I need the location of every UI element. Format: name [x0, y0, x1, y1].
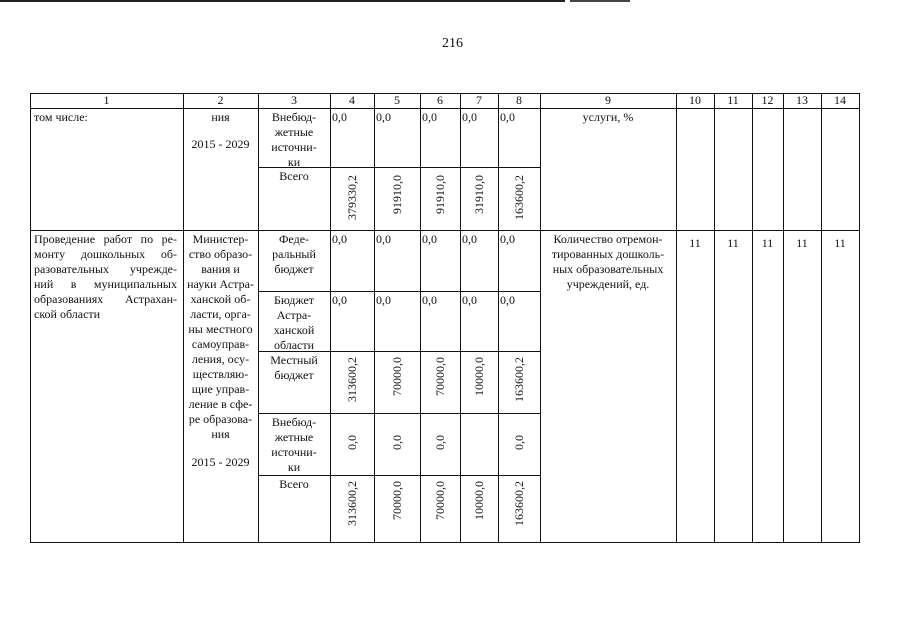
funding-value: 70000,0 [390, 357, 404, 396]
funding-value: 0,0 [512, 435, 526, 450]
funding-source-label: Внебюд- жетные источни- ки [271, 110, 317, 169]
column-header-9: 9 [605, 93, 611, 107]
funding-value: 0,0 [376, 232, 391, 246]
funding-value: 31910,0 [472, 175, 486, 214]
funding-source-label: Бюджет Астра- ханской области [273, 293, 315, 352]
column-rule [498, 93, 499, 542]
table-right-border [859, 93, 860, 542]
top-scan-rule-segment [570, 0, 630, 2]
funding-value: 0,0 [390, 435, 404, 450]
funding-value: 91910,0 [433, 175, 447, 214]
funding-value: 0,0 [500, 232, 515, 246]
table-bottom-border [30, 542, 860, 543]
funding-source-label: Местный бюджет [270, 353, 318, 382]
funding-value: 0,0 [332, 293, 347, 307]
funding-value: 91910,0 [390, 175, 404, 214]
funding-value: 163600,2 [512, 175, 526, 220]
funding-source-label: Всего [279, 477, 309, 491]
funding-source-label: Всего [279, 169, 309, 183]
column-rule [374, 93, 375, 542]
column-rule [330, 93, 331, 542]
funding-value: 70000,0 [433, 481, 447, 520]
column-rule [714, 93, 715, 542]
funding-value: 163600,2 [512, 357, 526, 402]
period-text: 2015 - 2029 [191, 137, 250, 151]
column-header-13: 13 [796, 93, 808, 107]
column-rule [460, 93, 461, 542]
funding-value: 10000,0 [472, 357, 486, 396]
funding-value: 0,0 [500, 110, 515, 124]
column-rule [821, 93, 822, 542]
funding-value: 0,0 [376, 110, 391, 124]
indicator-value: 11 [796, 236, 808, 250]
column-header-14: 14 [834, 93, 846, 107]
funding-value: 0,0 [332, 232, 347, 246]
funding-value: 70000,0 [433, 357, 447, 396]
header-bottom-border [30, 108, 860, 109]
funding-value: 70000,0 [390, 481, 404, 520]
indicator-value: 11 [727, 236, 739, 250]
column-header-3: 3 [291, 93, 297, 107]
indicator-value: 11 [761, 236, 774, 250]
funding-value: 10000,0 [472, 481, 486, 520]
table-left-border [30, 93, 31, 542]
funding-source-label: Внебюд- жетные источни- ки [271, 415, 317, 474]
funding-value: 0,0 [422, 232, 437, 246]
column-header-4: 4 [349, 93, 355, 107]
row-label-continuation: том числе: [34, 110, 88, 124]
indicator-value: 11 [834, 236, 846, 250]
column-rule [783, 93, 784, 542]
indicator-value: 11 [689, 236, 701, 250]
column-header-12: 12 [761, 93, 774, 107]
funding-value: 0,0 [462, 293, 477, 307]
funding-value: 0,0 [376, 293, 391, 307]
column-header-11: 11 [727, 93, 739, 107]
period-text: 2015 - 2029 [191, 455, 250, 469]
executor-name: Министер- ство образо- вания и науки Астра- ханской об- ласти, орга- ны местного самоуправ- ления, осу- ществляю- щие управ- ление в сфе- ре образова- ния [187, 232, 254, 441]
column-header-5: 5 [394, 93, 400, 107]
column-rule [540, 93, 541, 542]
funding-value: 0,0 [345, 435, 359, 450]
funding-value: 313600,2 [345, 481, 359, 526]
funding-source-label: Феде- ральный бюджет [272, 232, 316, 276]
funding-value: 379330,2 [345, 175, 359, 220]
column-header-8: 8 [516, 93, 522, 107]
funding-value: 0,0 [462, 110, 477, 124]
top-scan-rule [0, 0, 565, 2]
funding-value: 313600,2 [345, 357, 359, 402]
indicator-continuation: услуги, % [582, 110, 634, 124]
funding-value: 0,0 [462, 232, 477, 246]
column-rule [258, 93, 259, 542]
block-divider [30, 230, 860, 231]
funding-value: 0,0 [332, 110, 347, 124]
column-header-7: 7 [476, 93, 482, 107]
column-header-2: 2 [217, 93, 224, 107]
indicator-name: Количество отремон- тированных дошколь- ных образовательных учреждений, ед. [551, 232, 665, 291]
column-header-10: 10 [689, 93, 701, 107]
funding-value: 0,0 [422, 110, 437, 124]
page-number: 216 [442, 36, 463, 51]
column-rule [752, 93, 753, 542]
funding-value: 0,0 [433, 435, 447, 450]
funding-value: 0,0 [500, 293, 515, 307]
funding-value: 163600,2 [512, 481, 526, 526]
column-rule [420, 93, 421, 542]
column-rule [676, 93, 677, 542]
activity-name: Проведение работ по ре-монту дошкольных об-разовательных учрежде-ний в муниципальных образованиях Астрахан-ской области [34, 232, 177, 321]
column-header-1: 1 [103, 93, 110, 107]
column-header-6: 6 [437, 93, 443, 107]
funding-value: 0,0 [422, 293, 437, 307]
executor-continuation: ния [211, 110, 230, 124]
